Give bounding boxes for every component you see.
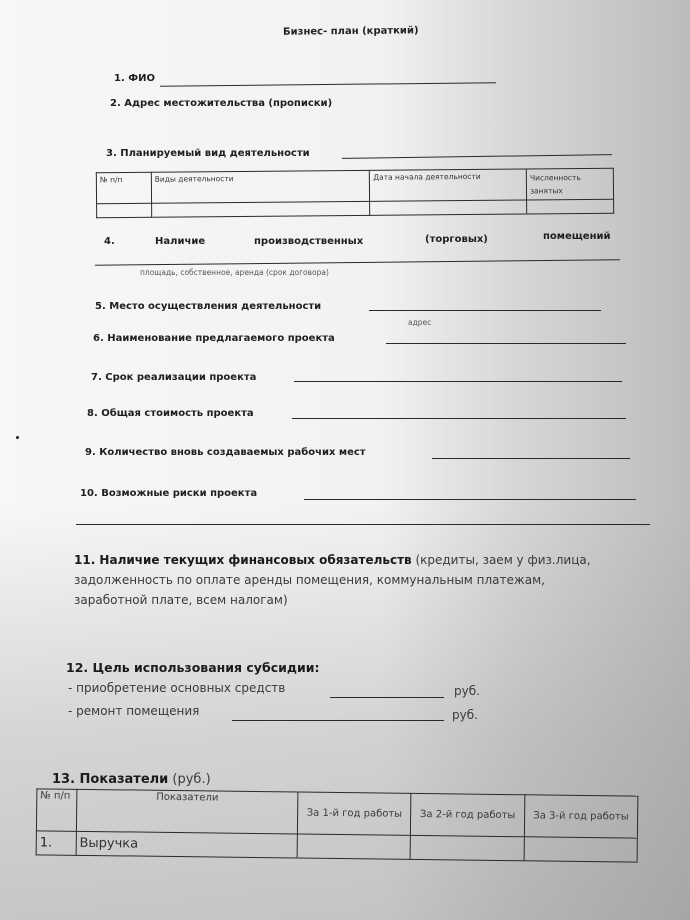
label-premises-num: 4. — [104, 236, 115, 247]
speck-mark — [16, 436, 19, 439]
activity-table-header-staff: Численность занятых — [526, 168, 613, 200]
project-cost-field-line[interactable] — [292, 418, 626, 419]
label-fio: 1. ФИО — [114, 73, 156, 84]
fio-field-line[interactable] — [160, 82, 496, 87]
indicators-row-num: 1. — [36, 831, 76, 855]
obligations-paragraph — [74, 550, 654, 610]
label-project-term: 7. Срок реализации проекта — [91, 372, 257, 383]
indicators-title-unit: (руб.) — [168, 772, 211, 787]
indicators-cell-year3[interactable] — [524, 837, 638, 862]
label-place: 5. Место осуществления деятельности — [95, 301, 322, 312]
label-premises-w3: (торговых) — [425, 234, 488, 245]
label-address: 2. Адрес местожительства (прописки) — [110, 98, 333, 109]
obligations-text-2: задолженность по оплате аренды помещения, коммунальным платежам, — [74, 573, 545, 587]
table-cell[interactable] — [527, 199, 614, 214]
activity-table-header-num: № п/п — [96, 172, 151, 203]
table-cell[interactable] — [370, 200, 527, 215]
premises-hint: площадь, собственное, аренда (срок договора) — [140, 268, 329, 277]
indicators-header-num: № п/п — [36, 789, 76, 831]
place-field-line[interactable] — [369, 310, 601, 311]
indicators-row-name: Выручка — [76, 831, 298, 858]
label-activity: 3. Планируемый вид деятельности — [106, 148, 310, 159]
indicators-header-name: Показатели — [76, 789, 298, 834]
subsidy-item-1-field-line[interactable] — [330, 697, 444, 698]
subsidy-title: 12. Цель использования субсидии: — [66, 660, 320, 675]
table-cell[interactable] — [151, 201, 370, 217]
label-project-name: 6. Наименование предлагаемого проекта — [93, 333, 335, 344]
subsidy-unit-2: руб. — [452, 708, 478, 722]
project-name-field-line[interactable] — [386, 343, 626, 344]
subsidy-item-2: - ремонт помещения — [68, 704, 200, 718]
indicators-cell-year1[interactable] — [297, 834, 411, 859]
label-premises-w1: Наличие — [155, 236, 206, 247]
place-hint: адрес — [408, 318, 432, 327]
label-risks: 10. Возможные риски проекта — [80, 488, 258, 499]
subsidy-item-1: - приобретение основных средств — [68, 681, 286, 695]
subsidy-item-2-field-line[interactable] — [232, 720, 444, 721]
document-title: Бизнес- план (краткий) — [282, 25, 419, 38]
premises-field-line[interactable] — [95, 259, 620, 265]
activity-table-header-type: Виды деятельности — [151, 170, 370, 203]
indicators-table — [36, 788, 639, 862]
jobs-field-line[interactable] — [432, 458, 630, 459]
indicators-header-year2: За 2-й год работы — [411, 793, 525, 836]
indicators-cell-year2[interactable] — [411, 835, 525, 860]
risks-field-line[interactable] — [304, 499, 636, 500]
risks-field-line-2[interactable] — [76, 524, 650, 525]
label-jobs: 9. Количество вновь создаваемых рабочих мест — [85, 447, 366, 458]
table-cell[interactable] — [97, 203, 152, 217]
label-premises-w2: производственных — [254, 236, 364, 247]
indicators-title-label: 13. Показатели — [52, 772, 169, 787]
obligations-label: 11. Наличие текущих финансовых обязательств — [74, 553, 412, 567]
obligations-text-3: заработной плате, всем налогам) — [74, 593, 288, 607]
activity-field-line[interactable] — [342, 154, 612, 159]
obligations-text-1: (кредиты, заем у физ.лица, — [411, 553, 591, 567]
label-project-cost: 8. Общая стоимость проекта — [87, 408, 254, 419]
indicators-header-year1: За 1-й год работы — [298, 792, 412, 835]
indicators-title — [52, 772, 211, 787]
subsidy-unit-1: руб. — [454, 684, 480, 698]
activity-table-header-date: Дата начала деятельности — [370, 169, 527, 201]
label-premises-w4: помещений — [543, 231, 611, 242]
activity-table — [96, 168, 614, 219]
project-term-field-line[interactable] — [294, 381, 622, 382]
indicators-header-year3: За 3-й год работы — [524, 795, 638, 838]
